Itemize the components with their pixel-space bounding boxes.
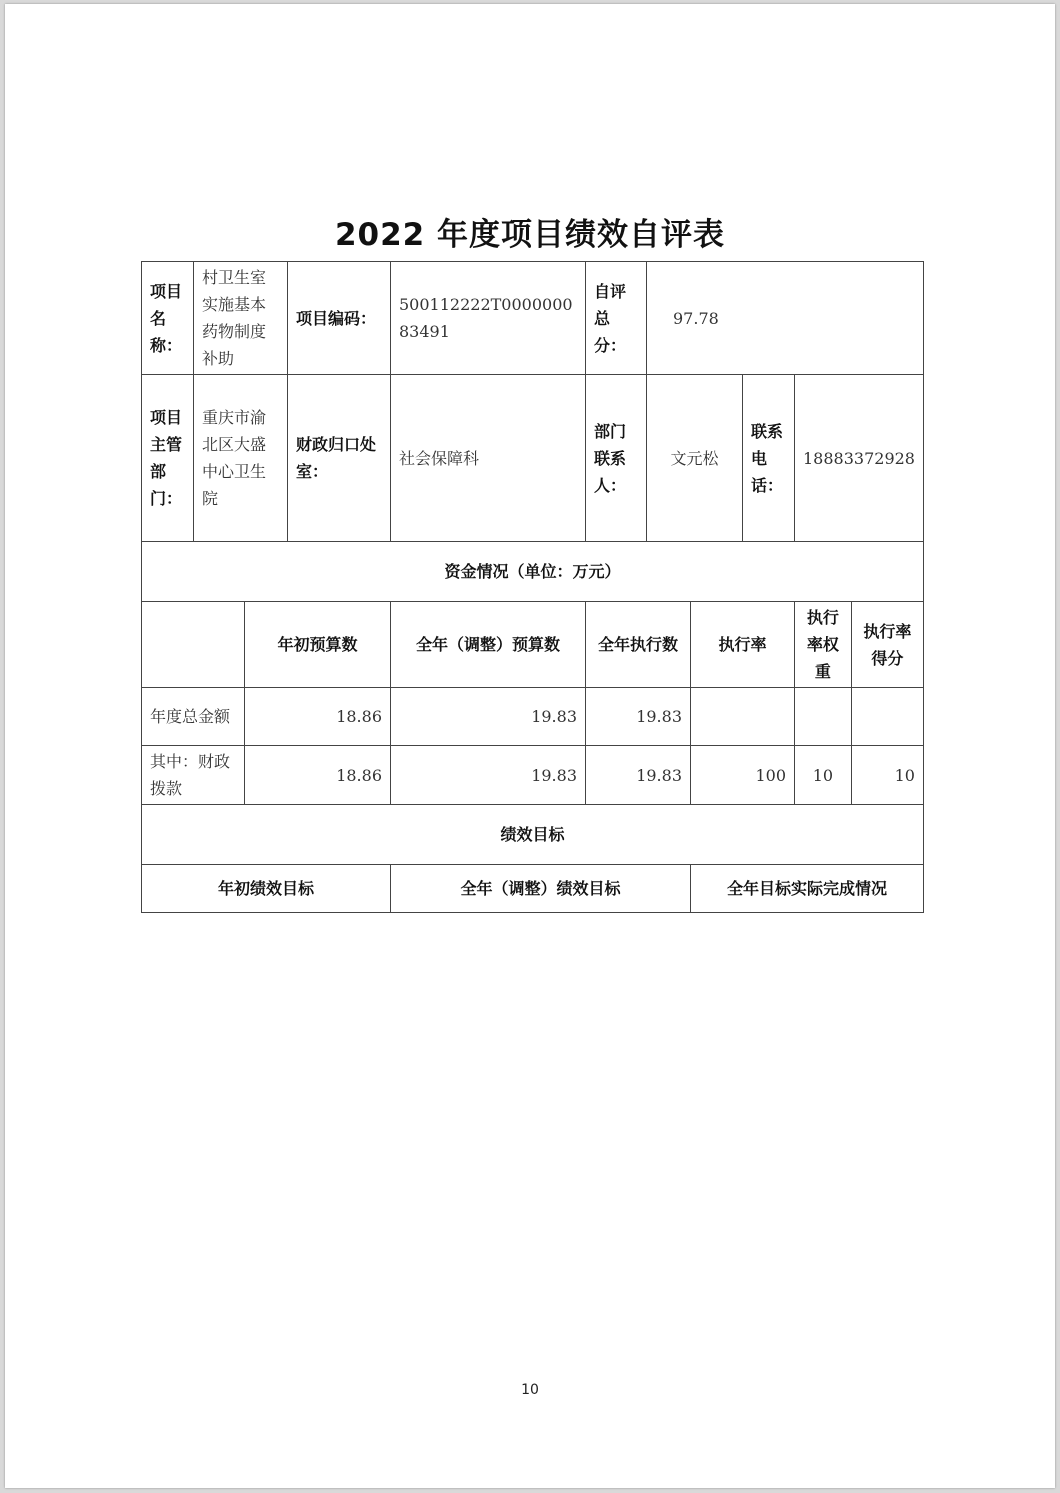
goals-header-row [142, 865, 924, 913]
funds-header-row [142, 602, 924, 688]
office-value: 社会保障科 [391, 375, 586, 542]
funds-header-adjusted: 全年（调整）预算数 [391, 602, 586, 688]
weight-cell: 10 [795, 746, 852, 805]
score-label: 自评总分： [586, 262, 647, 375]
rate-cell [691, 688, 795, 746]
funds-section-title: 资金情况（单位：万元） [142, 542, 924, 602]
contact-label: 部门联系人： [586, 375, 647, 542]
document-page [5, 4, 1055, 1488]
project-code-value: 500112222T000000083491 [391, 262, 586, 375]
table-row [142, 688, 924, 746]
table-row [142, 746, 924, 805]
contact-value: 文元松 [647, 375, 743, 542]
adjusted-cell: 19.83 [391, 688, 586, 746]
funds-header-weight: 执行率权重 [795, 602, 852, 688]
funds-header-score: 执行率得分 [851, 602, 923, 688]
score-cell: 10 [851, 746, 923, 805]
funds-header-executed: 全年执行数 [586, 602, 691, 688]
row-label: 其中：财政拨款 [142, 746, 245, 805]
dept-label: 项目主管部门： [142, 375, 194, 542]
row-label: 年度总金额 [142, 688, 245, 746]
phone-value: 18883372928 [795, 375, 924, 542]
goals-section-title: 绩效目标 [142, 805, 924, 865]
project-name-label: 项目名称： [142, 262, 194, 375]
adjusted-cell: 19.83 [391, 746, 586, 805]
page-number: 10 [521, 1382, 539, 1398]
score-cell [851, 688, 923, 746]
department-row [142, 375, 924, 542]
page-title: 2022 年度项目绩效自评表 [334, 217, 726, 253]
project-code-label: 项目编码： [288, 262, 391, 375]
funds-header-budget: 年初预算数 [245, 602, 391, 688]
score-value: 97.78 [647, 262, 924, 375]
office-label: 财政归口处室： [288, 375, 391, 542]
project-name-value: 村卫生室实施基本药物制度补助 [194, 262, 288, 375]
phone-label: 联系电话： [743, 375, 795, 542]
budget-cell: 18.86 [245, 746, 391, 805]
funds-header-rate: 执行率 [691, 602, 795, 688]
performance-table [141, 261, 924, 913]
project-row [142, 262, 924, 375]
weight-cell [795, 688, 852, 746]
goals-header-actual: 全年目标实际完成情况 [691, 865, 924, 913]
executed-cell: 19.83 [586, 688, 691, 746]
goals-header-initial: 年初绩效目标 [142, 865, 391, 913]
rate-cell: 100 [691, 746, 795, 805]
goals-header-adjusted: 全年（调整）绩效目标 [391, 865, 691, 913]
budget-cell: 18.86 [245, 688, 391, 746]
executed-cell: 19.83 [586, 746, 691, 805]
dept-value: 重庆市渝北区大盛中心卫生院 [194, 375, 288, 542]
funds-header-empty [142, 602, 245, 688]
